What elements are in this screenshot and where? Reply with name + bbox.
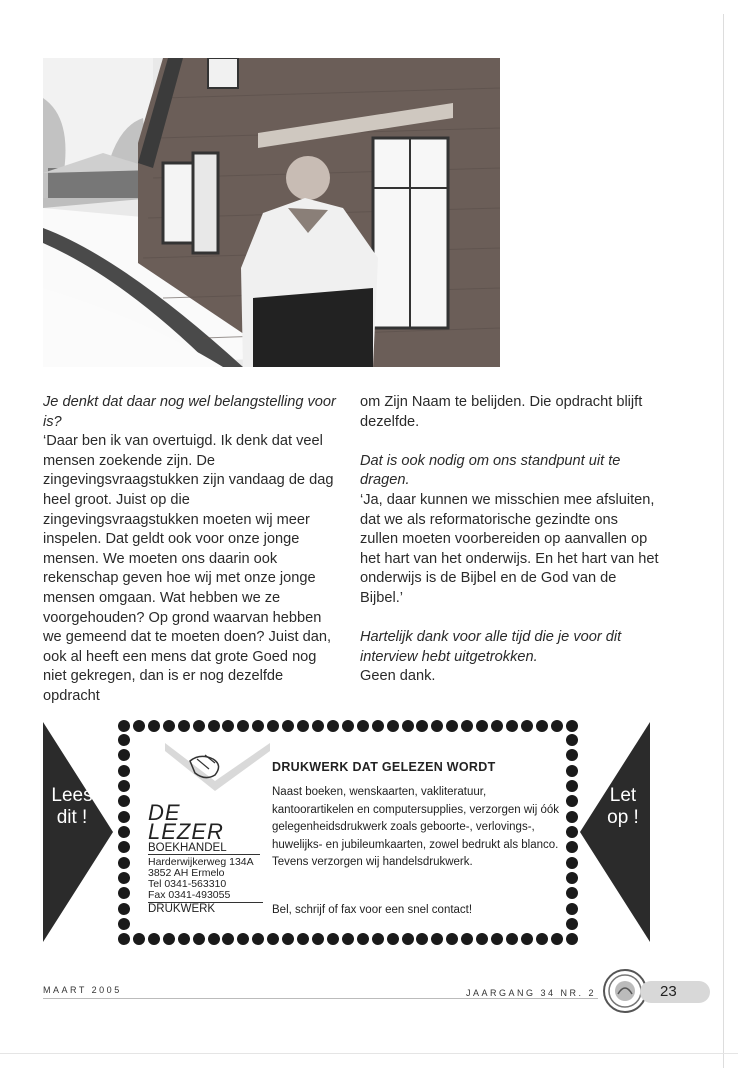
border-dot [566, 734, 578, 746]
border-dot [282, 933, 294, 945]
arrow-left-icon [43, 722, 113, 942]
border-dot [208, 720, 220, 732]
border-dot [237, 933, 249, 945]
ad-call-to-action: Bel, schrijf of fax voor een snel contact! [272, 904, 473, 916]
border-dot [342, 720, 354, 732]
address-city: 3852 AH Ermelo [148, 867, 225, 879]
footer-divider [43, 998, 598, 999]
border-dot [133, 933, 145, 945]
border-dot [566, 826, 578, 838]
border-dot [566, 903, 578, 915]
border-dot [118, 811, 130, 823]
border-dot [118, 765, 130, 777]
de-lezer-logo [145, 743, 270, 918]
border-dot [372, 720, 384, 732]
border-dot [566, 795, 578, 807]
border-dot [312, 720, 324, 732]
logo-boekhandel: BOEKHANDEL [148, 842, 260, 855]
interview-answer: om Zijn Naam te belijden. Die opdracht blijft dezelfde. [360, 394, 643, 430]
article-column-right [360, 393, 660, 687]
border-dot [118, 918, 130, 930]
border-dot [148, 720, 160, 732]
border-dot [566, 933, 578, 945]
border-dot [476, 720, 488, 732]
border-dot [163, 720, 175, 732]
logo-lezer-text: LEZER [148, 819, 224, 844]
border-dot [416, 933, 428, 945]
border-dot [282, 720, 294, 732]
border-dot [521, 720, 533, 732]
border-dot [327, 933, 339, 945]
border-dot [148, 933, 160, 945]
border-dot [252, 720, 264, 732]
border-dot [252, 933, 264, 945]
border-dot [118, 826, 130, 838]
interview-answer: Geen dank. [360, 668, 436, 685]
border-dot [118, 872, 130, 884]
ad-body: Naast boeken, wenskaarten, vakliteratuur, kantoorartikelen en computersupplies, verzorgen wij óók gelegenheidsdrukwerk zoals geboorte-, verlovings-, huwelijks- en jubileumkaarten, zowel bedrukt als blanco. Tevens verzorgen wij handelsdrukwerk. [272, 786, 560, 869]
ad-headline: DRUKWERK DAT GELEZEN WORDT [272, 760, 496, 774]
page-edge-bottom [0, 1053, 738, 1054]
interview-question: Je denkt dat daar nog wel belangstelling voor is? [43, 394, 336, 430]
border-dot [431, 933, 443, 945]
border-dot [536, 720, 548, 732]
border-dot [506, 933, 518, 945]
logo-de-text: DE [148, 800, 181, 825]
border-dot [566, 887, 578, 899]
border-dot [297, 720, 309, 732]
border-dot [118, 780, 130, 792]
border-dot [566, 841, 578, 853]
border-dot [372, 933, 384, 945]
interview-question: Dat is ook nodig om ons standpunt uit te dragen. [360, 452, 621, 489]
footer-date: MAART 2005 [43, 985, 122, 995]
border-dot [342, 933, 354, 945]
border-dot [566, 857, 578, 869]
border-dot [237, 720, 249, 732]
interview-answer: ‘Ja, daar kunnen we misschien mee afsluiten, dat we als reformatorische gezindte ons zullen moeten voorbereiden op aanvallen op het hart van het onderwijs. En het hart van het onderwijs is de Bijbel en de God van de Bijbel.’ [360, 491, 659, 606]
border-dot [222, 933, 234, 945]
border-dot [566, 872, 578, 884]
border-dot [118, 857, 130, 869]
arrow-right-icon [580, 722, 650, 942]
article-column-left [43, 393, 343, 707]
interview-question: Hartelijk dank voor alle tijd die je voor dit interview hebt uitgetrokken. [360, 629, 622, 665]
border-dot [446, 933, 458, 945]
border-dot [566, 765, 578, 777]
border-dot [402, 720, 414, 732]
border-dot [521, 933, 533, 945]
address-fax: Fax 0341-493055 [148, 890, 263, 903]
border-dot [431, 720, 443, 732]
border-dot [133, 720, 145, 732]
border-dot [267, 933, 279, 945]
border-dot [416, 720, 428, 732]
border-dot [267, 720, 279, 732]
border-dot [491, 933, 503, 945]
border-dot [551, 720, 563, 732]
border-dot [222, 720, 234, 732]
arrow-right-label: Let op ! [607, 785, 639, 828]
border-dot [208, 933, 220, 945]
border-dot [297, 933, 309, 945]
border-dot [118, 887, 130, 899]
page-number: 23 [640, 981, 710, 1003]
border-dot [312, 933, 324, 945]
border-dot [118, 734, 130, 746]
border-dot [118, 795, 130, 807]
border-dot [327, 720, 339, 732]
border-dot [118, 933, 130, 945]
border-dot [387, 933, 399, 945]
footer-issue: JAARGANG 34 NR. 2 [466, 988, 597, 998]
border-dot [536, 933, 548, 945]
border-dot [506, 720, 518, 732]
interview-answer: ‘Daar ben ik van overtuigd. Ik denk dat veel mensen zoekende zijn. De zingevingsvraagstukken zijn vandaag de dag heel groot. Juist op die zingevingsvraagstukken moeten wij meer inspelen. Dat geldt ook voor onze jonge mensen. We moeten ons daarin ook rekenschap geven hoe wij met onze jonge mensen omgaan. Wat hebben we ze voorgehouden? Op grond waarvan hebben we gemeend dat te moeten doen? Juist dan, ook al heeft een mens dat grote Goed nog niet gekregen, dan is er nog dezelfde opdracht [43, 433, 334, 704]
logo-drukwerk: DRUKWERK [148, 903, 216, 915]
border-dot [178, 720, 190, 732]
border-dot [551, 933, 563, 945]
address-street: Harderwijkerweg 134A [148, 856, 254, 868]
border-dot [118, 903, 130, 915]
arrow-left-label: Lees dit ! [51, 785, 93, 828]
border-dot [461, 933, 473, 945]
article-photo [43, 58, 500, 367]
border-dot [402, 933, 414, 945]
border-dot [163, 933, 175, 945]
border-dot [387, 720, 399, 732]
address-tel: Tel 0341-563310 [148, 878, 227, 890]
dotted-border-right [566, 734, 578, 930]
border-dot [118, 720, 130, 732]
border-dot [566, 811, 578, 823]
border-dot [118, 749, 130, 761]
border-dot [476, 933, 488, 945]
border-dot [566, 918, 578, 930]
border-dot [461, 720, 473, 732]
border-dot [118, 841, 130, 853]
border-dot [566, 780, 578, 792]
border-dot [446, 720, 458, 732]
page-edge-right [723, 14, 724, 1068]
logo-book-icon [145, 743, 270, 803]
dotted-border-bottom [118, 933, 578, 945]
border-dot [178, 933, 190, 945]
border-dot [357, 933, 369, 945]
border-dot [566, 749, 578, 761]
dotted-border-left [118, 734, 130, 930]
border-dot [193, 720, 205, 732]
border-dot [357, 720, 369, 732]
border-dot [491, 720, 503, 732]
border-dot [193, 933, 205, 945]
border-dot [566, 720, 578, 732]
dotted-border-top [118, 720, 578, 732]
